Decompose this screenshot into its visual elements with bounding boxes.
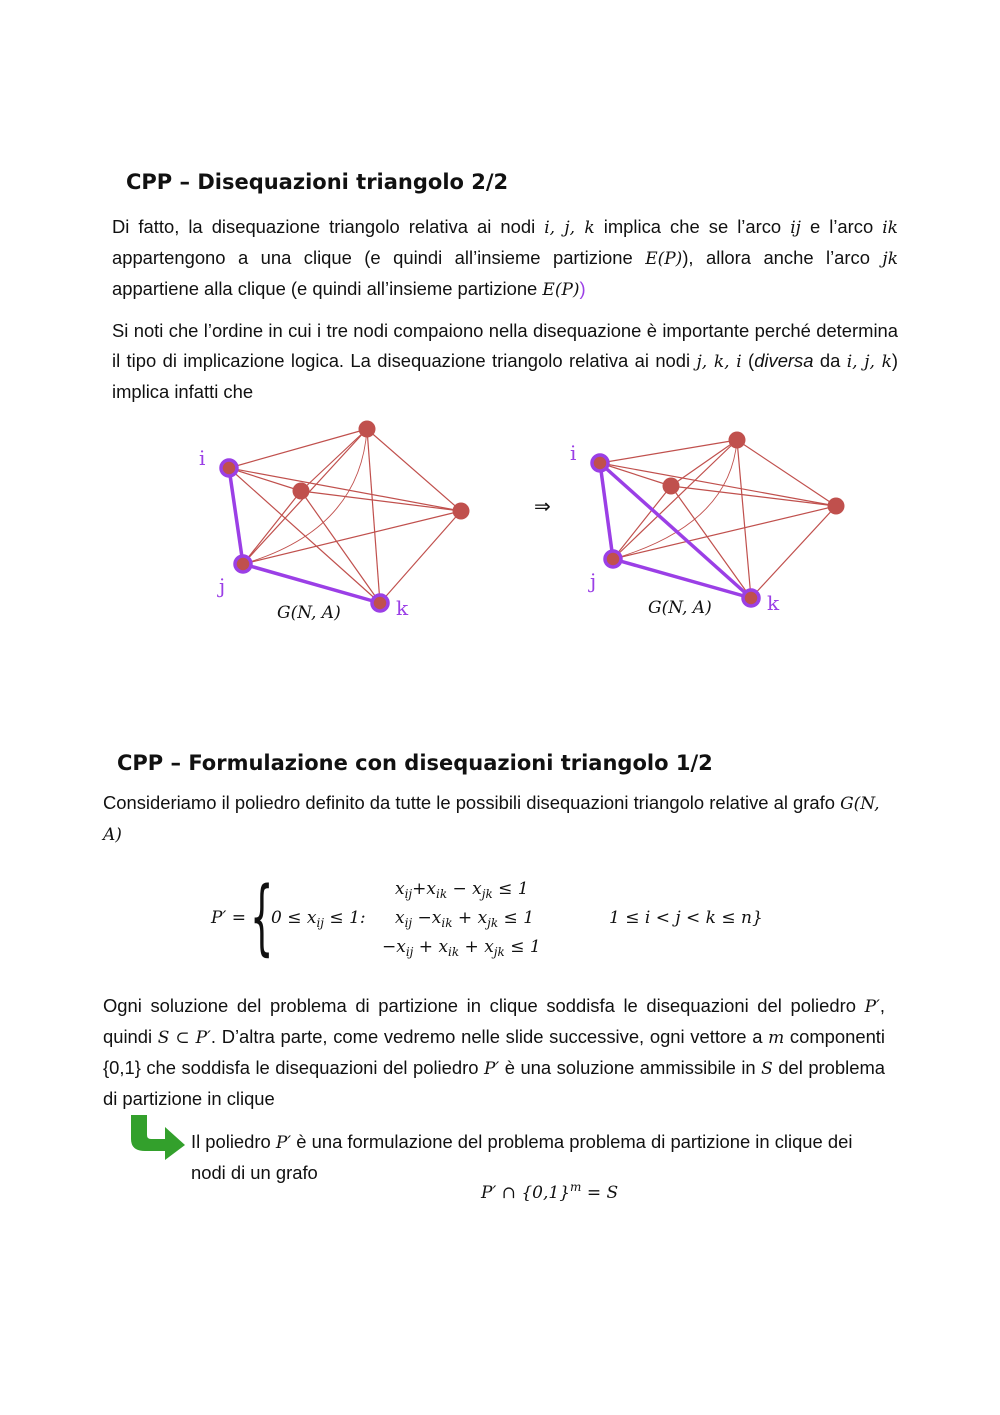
formula-row-2: $x_{ij} -x_{ik} + x_{jk} \le 1$ [395, 908, 535, 930]
section-title-2: CPP – Formulazione con disequazioni triangolo 1/2 [117, 751, 713, 775]
formula-lhs: P′ = [211, 908, 246, 928]
graph-left-edges [229, 429, 461, 603]
paragraph-4: Ogni soluzione del problema di partizione in clique soddisfa le disequazioni del poliedro P′, quindi S ⊂ P′. D’altra parte, come vedremo nelle slide successive, ogni vettore a m componenti {0,1} che soddisfa le disequazioni del poliedro P′ è una soluzione ammissibile in S del problema di partizione in clique [103, 995, 885, 1109]
callout-equation: P′ ∩ $\{0,1\}^m = S$ [481, 1180, 619, 1203]
right-node-i-label: i [570, 441, 577, 465]
paragraph-1: Di fatto, la disequazione triangolo relativa ai nodi i, j, k implica che se l’arco ij e l’arco ik appartengono a una clique (e quindi all’insieme partizione E(P)), allora anche l’arco jk appartiene alla clique (e quindi all’insieme partizione E(P)) [112, 216, 898, 300]
right-graph-label: G(N, A) [648, 598, 712, 618]
left-graph-label: G(N, A) [277, 603, 341, 623]
green-arrow-icon [127, 1113, 189, 1161]
left-node-k-label: k [396, 596, 409, 620]
formula-left-brace: { [250, 870, 274, 965]
graph-right-edges [600, 440, 836, 598]
left-node-i-label: i [199, 446, 206, 470]
left-node-j-label: j [219, 574, 226, 598]
graph-right [570, 420, 860, 625]
right-node-k-label: k [767, 591, 780, 615]
paragraph-3: Consideriamo il poliedro definito da tutte le possibili disequazioni triangolo relative al grafo G(N, A) [103, 792, 880, 845]
formula-domain: $0 \le x_{ij} \le 1$: [271, 908, 366, 930]
formula-row-1: $x_{ij}+x_{ik} - x_{jk} \le 1$ [395, 879, 529, 901]
formula-condition: 1 ≤ i < j < k ≤ n} [609, 908, 763, 928]
right-node-j-label: j [590, 569, 597, 593]
formula-polyhedron [200, 870, 800, 966]
formula-row-3: $-x_{ij} + x_{ik} + x_{jk} \le 1$ [382, 937, 541, 959]
graph-left [170, 410, 490, 635]
paragraph-2: Si noti che l’ordine in cui i tre nodi compaiono nella disequazione è importante perché determina il tipo di implicazione logica. La disequazione triangolo relativa ai nodi j, k, i (diversa da i, j, k) implica infatti che [112, 320, 899, 402]
callout-text: Il poliedro P′ è una formulazione del problema problema di partizione in clique dei nodi di un grafo [191, 1131, 853, 1183]
section-title-1: CPP – Disequazioni triangolo 2/2 [126, 170, 509, 194]
implies-symbol: ⇒ [534, 494, 551, 518]
